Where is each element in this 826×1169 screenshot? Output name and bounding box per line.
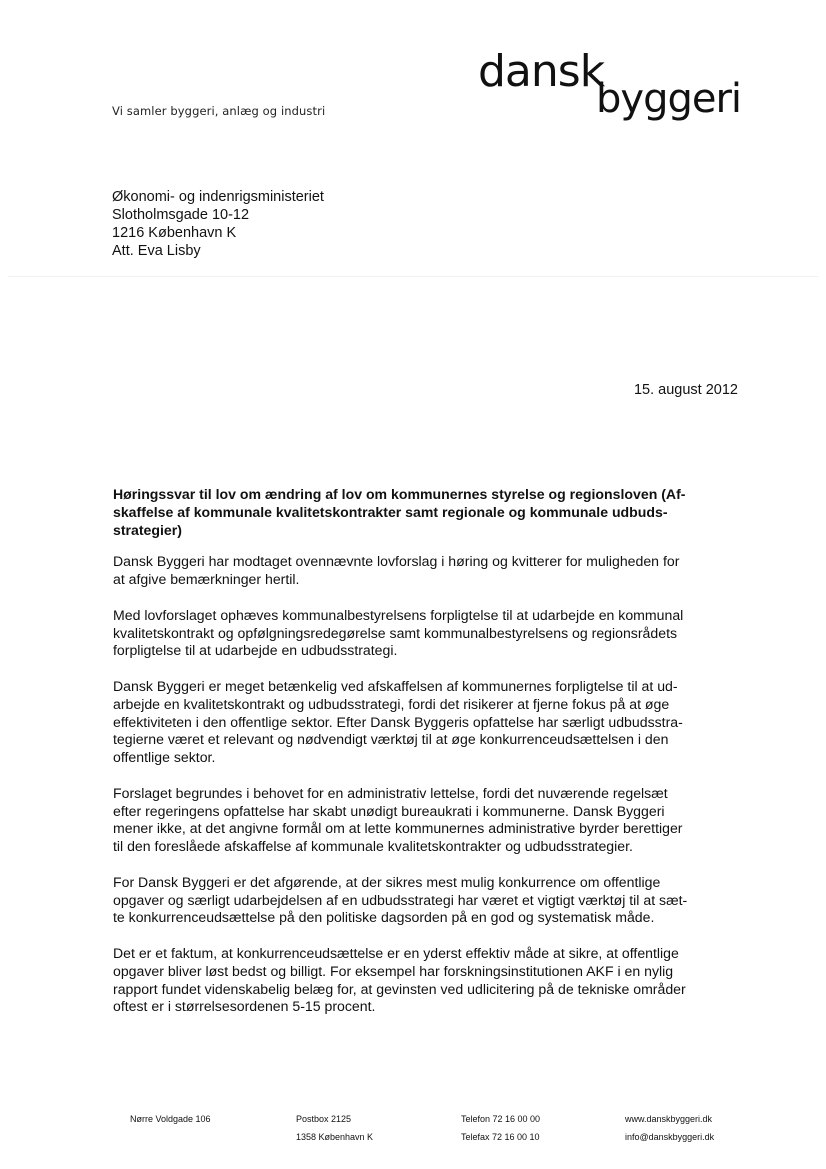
subject-line: skaffelse af kommunale kvalitetskontrakter samt regionale og kommunale udbuds- [113, 503, 668, 520]
paragraph-line: Dansk Byggeri har modtaget ovennævnte lovforslag i høring og kvitterer for muligheden for [113, 553, 680, 570]
footer-fax: Telefax 72 16 00 10 [461, 1132, 540, 1142]
paragraph [113, 785, 739, 856]
dansk-byggeri-logo [470, 50, 750, 130]
recipient-line: Slotholmsgade 10-12 [112, 207, 250, 223]
paragraph-line: rapport fundet videnskabelig belæg for, at gevinsten ved udlicitering på de tekniske områder [113, 980, 686, 997]
paragraph-line: kvalitetskontrakt og opfølgningsredegørelse samt kommunalbestyrelsens og regionsrådets [113, 624, 678, 641]
paragraph [113, 874, 739, 927]
paragraph-line: effektiviteten i den offentlige sektor. Efter Dansk Byggeris opfattelse har særligt udbudsstra- [113, 713, 683, 730]
paragraph-line: opgaver og særligt udarbejdelsen af en udbudsstrategi har været et vigtigt værktøj til at sæt- [113, 891, 688, 908]
paragraph-line: efter regeringens opfattelse har skabt unødigt bureaukrati i kommunerne. Dansk Byggeri [113, 802, 665, 819]
recipient-line: Økonomi- og indenrigsministeriet [112, 189, 324, 205]
paragraph-line: til den foreslåede afskaffelse af kommunale kvalitetskontrakter og udbudsstrategier. [113, 838, 633, 855]
logo-word-byggeri: byggeri [596, 76, 742, 122]
footer-contact [461, 1110, 540, 1146]
paragraph-line: mener ikke, at det angivne formål om at lette kommunernes administrative byrder berettiger [113, 820, 683, 837]
footer-postcity: 1358 København K [296, 1132, 374, 1142]
paragraph [113, 945, 739, 1016]
paragraph-line: at afgive bemærkninger hertil. [113, 571, 300, 588]
paragraph-line: Med lovforslaget ophæves kommunalbestyrelsens forpligtelse til at udarbejde en kommunal [113, 606, 684, 623]
paragraph-line: te konkurrenceudsættelse på den politiske dagsorden på en god og systematisk måde. [113, 909, 655, 926]
paragraph [113, 607, 739, 660]
paragraph-line: Dansk Byggeri er meget betænkelig ved afskaffelsen af kommunernes forpligtelse til at ud- [113, 677, 678, 694]
footer-postbox: Postbox 2125 [296, 1114, 352, 1124]
paragraph [113, 553, 739, 589]
tagline: Vi samler byggeri, anlæg og industri [112, 104, 326, 118]
letter-body [113, 486, 739, 1034]
paragraph [113, 678, 739, 767]
subject-line: strategier) [113, 521, 182, 538]
recipient-line: Att. Eva Lisby [112, 243, 201, 259]
letter-date: 15. august 2012 [633, 382, 738, 398]
footer-online [625, 1110, 714, 1146]
paragraph-line: forpligtelse til at udarbejde en udbudsstrategi. [113, 642, 398, 659]
subject-line: Høringssvar til lov om ændring af lov om kommunernes styrelse og regionsloven (Af- [113, 486, 686, 502]
paragraph-line: arbejde en kvalitetskontrakt og udbudsstrategi, fordi det risikerer at fjerne fokus på at øge [113, 695, 670, 712]
footer-web-link[interactable]: www.danskbyggeri.dk [625, 1114, 713, 1124]
paragraph-line: For Dansk Byggeri er det afgørende, at der sikres mest mulig konkurrence om offentlige [113, 873, 661, 890]
recipient-address [112, 188, 324, 260]
paragraph-line: offentlige sektor. [113, 749, 216, 766]
paragraph-line: Det er et faktum, at konkurrenceudsættelse er en yderst effektiv måde at sikre, at offentlige [113, 944, 679, 961]
recipient-line: 1216 København K [112, 225, 237, 241]
footer-postal [296, 1110, 373, 1146]
footer-phone: Telefon 72 16 00 00 [461, 1114, 541, 1124]
footer-street: Nørre Voldgade 106 [130, 1114, 211, 1124]
letter-subject [113, 486, 739, 539]
logo-word-dansk: dansk [478, 50, 605, 97]
paragraph-line: oftest er i størrelsesordenen 5-15 procent. [113, 998, 376, 1015]
header-divider [8, 276, 818, 277]
paragraph-line: tegierne været et relevant og nødvendigt værktøj til at øge konkurrenceudsættelsen i den [113, 731, 669, 748]
paragraph-line: opgaver bliver løst bedst og billigt. For eksempel har forskningsinstitutionen AKF i en nylig [113, 962, 674, 979]
footer-email-link[interactable]: info@danskbyggeri.dk [625, 1132, 715, 1142]
paragraph-line: Forslaget begrundes i behovet for en administrativ lettelse, fordi det nuværende regelsæt [113, 784, 668, 801]
